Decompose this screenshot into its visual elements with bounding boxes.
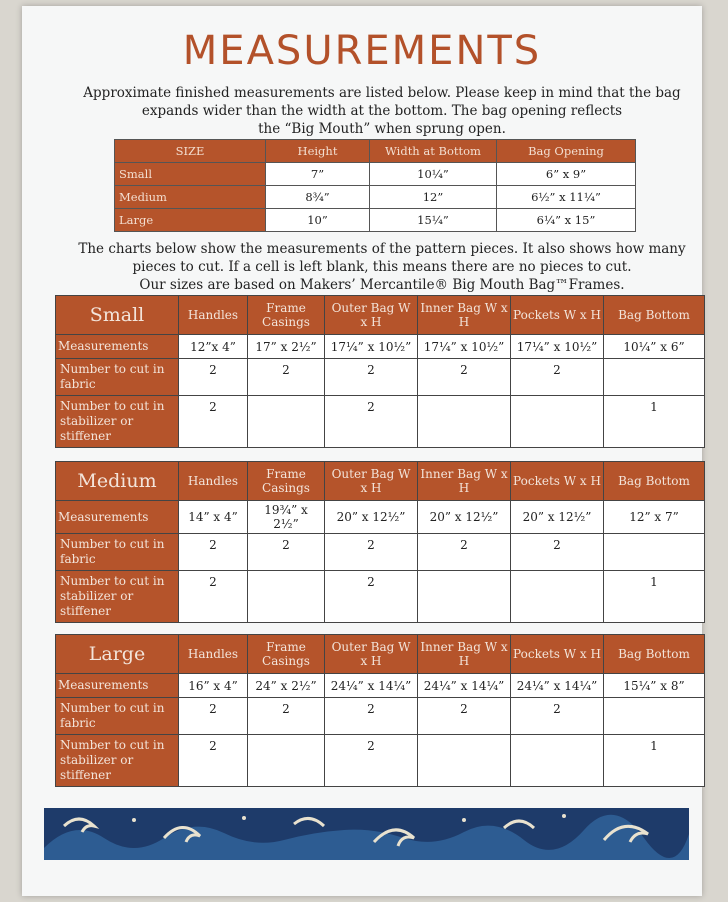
size-heading: Medium (56, 462, 179, 501)
cell: 1 (604, 571, 705, 623)
cut-header-row (56, 462, 705, 501)
cell: 16” x 4” (179, 674, 248, 698)
cell: 24¼” x 14¼” (418, 674, 511, 698)
col-header: Handles (179, 635, 248, 674)
col-header: Handles (179, 462, 248, 501)
row-label: Number to cut in fabric (56, 534, 179, 571)
cell: 2 (511, 359, 604, 396)
col-header: Pockets W x H (511, 462, 604, 501)
col-header-size: SIZE (115, 140, 266, 163)
col-header: Handles (179, 296, 248, 335)
cell: 2 (248, 359, 325, 396)
cell (418, 735, 511, 787)
table-row (56, 501, 705, 534)
col-header: Bag Bottom (604, 635, 705, 674)
cell: 20” x 12½” (325, 501, 418, 534)
table-row (56, 396, 705, 448)
row-label: Number to cut in stabilizer or stiffener (56, 571, 179, 623)
summary-header-row (115, 140, 636, 163)
cell (248, 571, 325, 623)
cell: 2 (179, 359, 248, 396)
col-header: Inner Bag W x H (418, 462, 511, 501)
intro-line: expands wider than the width at the bottom. The bag opening reflects (141, 103, 623, 119)
cell: 10¼” x 6” (604, 335, 705, 359)
row-label: Measurements (56, 335, 179, 359)
cut-table-large (55, 634, 705, 787)
size-heading: Large (56, 635, 179, 674)
size-label: Small (115, 163, 266, 186)
cell: 1 (604, 735, 705, 787)
cell (248, 735, 325, 787)
table-row (56, 335, 705, 359)
table-row (56, 735, 705, 787)
cell: 2 (179, 735, 248, 787)
cell: 2 (248, 534, 325, 571)
cell (511, 571, 604, 623)
opening-cell: 6” x 9” (497, 163, 636, 186)
col-header-width: Width at Bottom (370, 140, 497, 163)
summary-table (114, 139, 636, 232)
cell (511, 396, 604, 448)
table-row (115, 163, 636, 186)
cell: 17¼” x 10½” (418, 335, 511, 359)
cell (248, 396, 325, 448)
cell (418, 571, 511, 623)
cell: 15¼” x 8” (604, 674, 705, 698)
cell: 2 (325, 735, 418, 787)
cell: 2 (511, 698, 604, 735)
opening-cell: 6½” x 11¼” (497, 186, 636, 209)
table-row (56, 674, 705, 698)
col-header: Inner Bag W x H (418, 296, 511, 335)
height-cell: 7” (266, 163, 370, 186)
cell: 2 (418, 698, 511, 735)
col-header: Bag Bottom (604, 462, 705, 501)
height-cell: 8¾” (266, 186, 370, 209)
intro-text (62, 84, 702, 138)
cell (604, 698, 705, 735)
pattern-sheet (22, 6, 702, 896)
cell: 14” x 4” (179, 501, 248, 534)
cell: 2 (325, 571, 418, 623)
note-line: The charts below show the measurements of the pattern pieces. It also shows how many (78, 241, 686, 257)
cell: 19¾” x 2½” (248, 501, 325, 534)
col-header: Outer Bag W x H (325, 296, 418, 335)
cell: 12” x 7” (604, 501, 705, 534)
row-label: Number to cut in fabric (56, 698, 179, 735)
cell: 24¼” x 14¼” (325, 674, 418, 698)
table-row (115, 186, 636, 209)
cell (418, 396, 511, 448)
col-header: Outer Bag W x H (325, 635, 418, 674)
col-header: Pockets W x H (511, 296, 604, 335)
cell: 2 (418, 534, 511, 571)
cell: 2 (325, 698, 418, 735)
row-label: Measurements (56, 501, 179, 534)
table-row (56, 571, 705, 623)
table-row (56, 698, 705, 735)
page-title: MEASUREMENTS (182, 28, 542, 74)
wave-pattern-graphic (44, 808, 689, 860)
cell: 24” x 2½” (248, 674, 325, 698)
note-line: pieces to cut. If a cell is left blank, this means there are no pieces to cut. (132, 259, 632, 275)
cell: 2 (511, 534, 604, 571)
cell: 2 (325, 534, 418, 571)
row-label: Number to cut in stabilizer or stiffener (56, 735, 179, 787)
width-cell: 12” (370, 186, 497, 209)
col-header-height: Height (266, 140, 370, 163)
width-cell: 10¼” (370, 163, 497, 186)
col-header-opening: Bag Opening (497, 140, 636, 163)
cell (511, 735, 604, 787)
cut-header-row (56, 296, 705, 335)
table-row (115, 209, 636, 232)
opening-cell: 6¼” x 15” (497, 209, 636, 232)
col-header: Inner Bag W x H (418, 635, 511, 674)
cell: 2 (248, 698, 325, 735)
cell (604, 359, 705, 396)
cell: 20” x 12½” (418, 501, 511, 534)
cell: 2 (179, 571, 248, 623)
width-cell: 15¼” (370, 209, 497, 232)
cell: 17¼” x 10½” (325, 335, 418, 359)
cell: 24¼” x 14¼” (511, 674, 604, 698)
table-row (56, 534, 705, 571)
cell: 17¼” x 10½” (511, 335, 604, 359)
row-label: Number to cut in stabilizer or stiffener (56, 396, 179, 448)
cell: 2 (179, 396, 248, 448)
intro-line: the “Big Mouth” when sprung open. (258, 121, 506, 137)
cell: 20” x 12½” (511, 501, 604, 534)
col-header: Frame Casings (248, 296, 325, 335)
cut-header-row (56, 635, 705, 674)
cell: 2 (418, 359, 511, 396)
cell (604, 534, 705, 571)
table-row (56, 359, 705, 396)
row-label: Number to cut in fabric (56, 359, 179, 396)
col-header: Bag Bottom (604, 296, 705, 335)
cell: 2 (179, 534, 248, 571)
intro-line: Approximate finished measurements are listed below. Please keep in mind that the bag (83, 85, 681, 101)
cell: 2 (325, 359, 418, 396)
row-label: Measurements (56, 674, 179, 698)
col-header: Frame Casings (248, 635, 325, 674)
cell: 17” x 2½” (248, 335, 325, 359)
cell: 1 (604, 396, 705, 448)
size-heading: Small (56, 296, 179, 335)
cell: 2 (179, 698, 248, 735)
note-line: Our sizes are based on Makers’ Mercantile® Big Mouth Bag™Frames. (139, 277, 625, 293)
charts-note (62, 240, 702, 294)
col-header: Frame Casings (248, 462, 325, 501)
size-label: Medium (115, 186, 266, 209)
cut-table-medium (55, 461, 705, 623)
cell: 2 (325, 396, 418, 448)
col-header: Outer Bag W x H (325, 462, 418, 501)
wave-pattern-banner (44, 808, 689, 860)
size-label: Large (115, 209, 266, 232)
cut-table-small (55, 295, 705, 448)
col-header: Pockets W x H (511, 635, 604, 674)
cell: 12”x 4” (179, 335, 248, 359)
height-cell: 10” (266, 209, 370, 232)
